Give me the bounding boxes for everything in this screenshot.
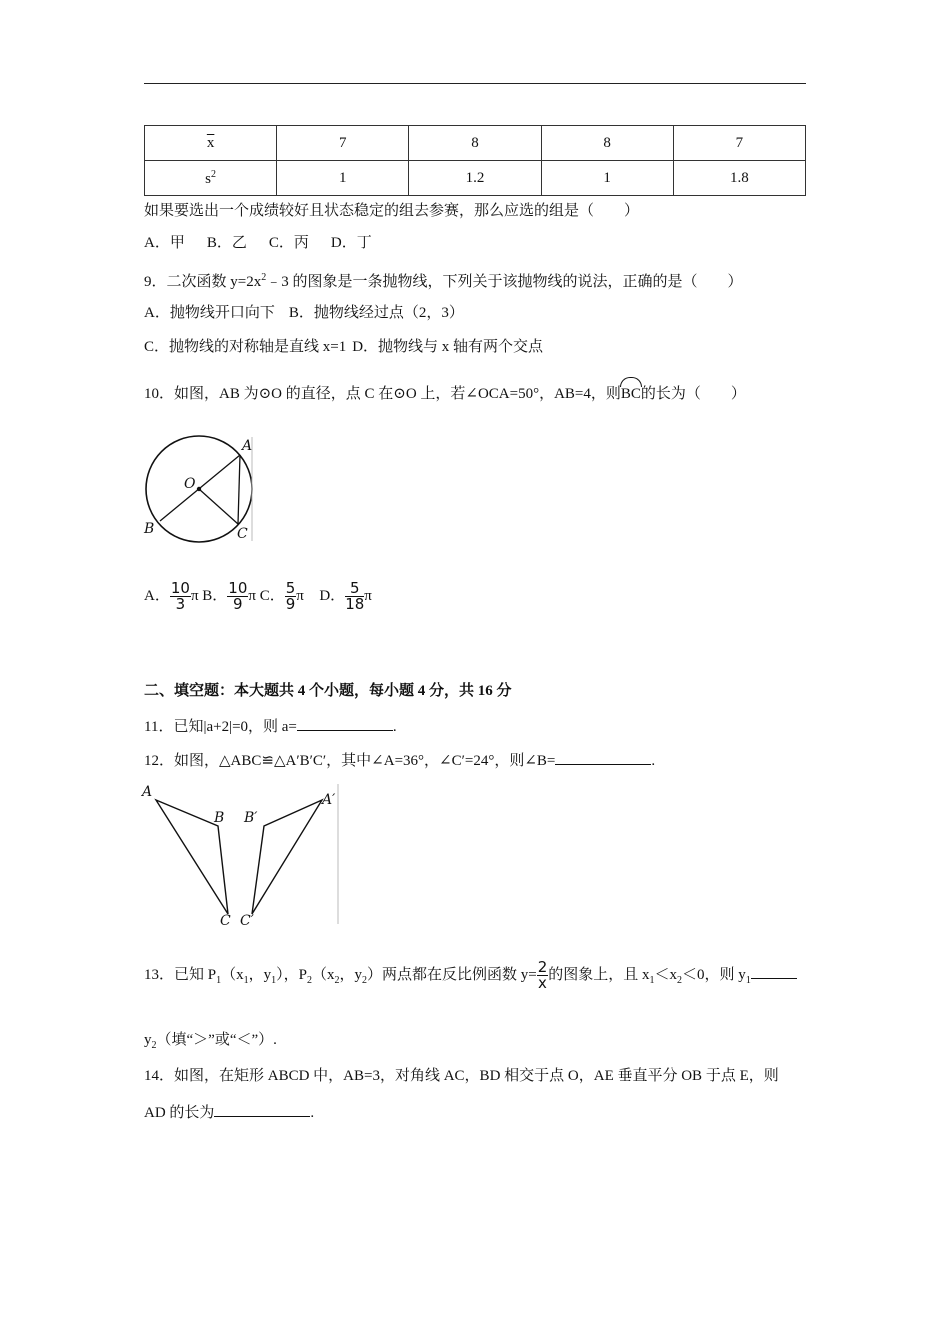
q10-options (144, 578, 372, 614)
label-b-prime: B′ (244, 810, 258, 826)
label-o: O (184, 476, 196, 492)
q11-answer-blank (297, 716, 393, 731)
q8-option-b: B．乙 (206, 235, 247, 251)
q9-option-b: B．抛物线经过点（2，3） (288, 305, 464, 321)
label-c-prime: C′ (240, 913, 254, 928)
q13-question-line2: $y_2$（填“＞”或“＜”）. (144, 1032, 277, 1051)
section-2-heading: 二、填空题：本大题共 4 个小题，每小题 4 分，共 16 分 (144, 683, 512, 699)
triangle-a2b2c2 (252, 800, 322, 914)
q9-option-a: A．抛物线开口向下 (144, 305, 275, 321)
table-cell: 8 (541, 126, 673, 161)
q8-option-d: D．丁 (330, 235, 372, 251)
table-cell: 1.2 (409, 161, 541, 196)
table-cell-variance-label: $s^2$ (145, 161, 277, 196)
center-point (197, 487, 201, 491)
label-a: A (242, 438, 253, 454)
q9-options-ab (144, 303, 464, 323)
q14-answer-blank (214, 1102, 310, 1117)
q11-question: 11．已知|a+2|=0，则 a= . (144, 716, 397, 737)
table-row-variance (145, 161, 806, 196)
table-cell: 1 (541, 161, 673, 196)
table-cell: 1 (277, 161, 409, 196)
q14-question-line2: AD 的长为 . (144, 1102, 314, 1123)
q8-question: 如果要选出一个成绩较好且状态稳定的组去参赛，那么应选的组是（ ） (144, 203, 640, 219)
q13-answer-blank (751, 964, 797, 979)
label-a-prime: A′ (322, 792, 336, 808)
label-b: B (214, 810, 225, 826)
q8-option-a: A．甲 (144, 235, 185, 251)
segment-ac (238, 455, 240, 524)
q10-option-a: A． $\frac{10}{3}$ π (144, 579, 199, 614)
table-cell: 1.8 (673, 161, 805, 196)
q10-circle-figure (140, 433, 260, 545)
segment-oc (199, 489, 238, 524)
label-c: C (237, 526, 248, 542)
arc-bc: BC (620, 386, 641, 402)
label-b: B (144, 521, 155, 537)
table-cell: 7 (277, 126, 409, 161)
header-rule (144, 83, 806, 84)
q12-answer-blank (555, 750, 651, 765)
q13-question: 13．已知 $P_1(x_1$，$y_1$），$P_2(x_2$，$y_2$）两点都在反比例函数 y= $\frac{2}{x}$ 的图象上，且 $x_1<x_2<0$，则 $y_1$ (144, 957, 797, 999)
q12-question: 12．如图，△ABC≌△A′B′C′，其中∠A=36°，∠C′=24°，则∠B= . (144, 750, 655, 771)
fraction-2-over-x: $\frac{2}{x}$ (537, 958, 548, 993)
table-cell: 8 (409, 126, 541, 161)
q10-question: 10．如图，AB 为⊙O 的直径，点 C 在⊙O 上，若∠OCA=50°，AB=4，则BC的长为（ ） (144, 386, 746, 402)
label-a: A (142, 784, 153, 800)
q12-triangles-figure (140, 782, 344, 928)
q14-question: 14．如图，在矩形 ABCD 中，AB=3，对角线 AC，BD 相交于点 O，AE 垂直平分 OB 于点 E，则 (144, 1068, 779, 1084)
q9-option-d: D．抛物线与 x 轴有两个交点 (352, 339, 544, 355)
table-row-mean (145, 126, 806, 161)
q9-question: 9．二次函数 $y=2x^2﹣3$ 的图象是一条抛物线，下列关于该抛物线的说法，正确的是（ ） (144, 272, 743, 290)
q10-option-b: B． $\frac{10}{9}$ π (202, 579, 256, 614)
q9-option-c: C．抛物线的对称轴是直线 x=1 (144, 339, 347, 355)
q10-option-c: C． $\frac{5}{9}$ π (259, 579, 304, 614)
score-stats-table (144, 125, 806, 196)
table-cell: 7 (673, 126, 805, 161)
table-cell-mean-label: $\overline{x}$ (145, 126, 277, 161)
q8-options (144, 233, 394, 253)
q8-option-c: C．丙 (268, 235, 309, 251)
q10-option-d: D． $\frac{5}{18}$ π (319, 579, 372, 614)
label-c: C (220, 913, 231, 928)
q9-options-cd (144, 337, 543, 357)
